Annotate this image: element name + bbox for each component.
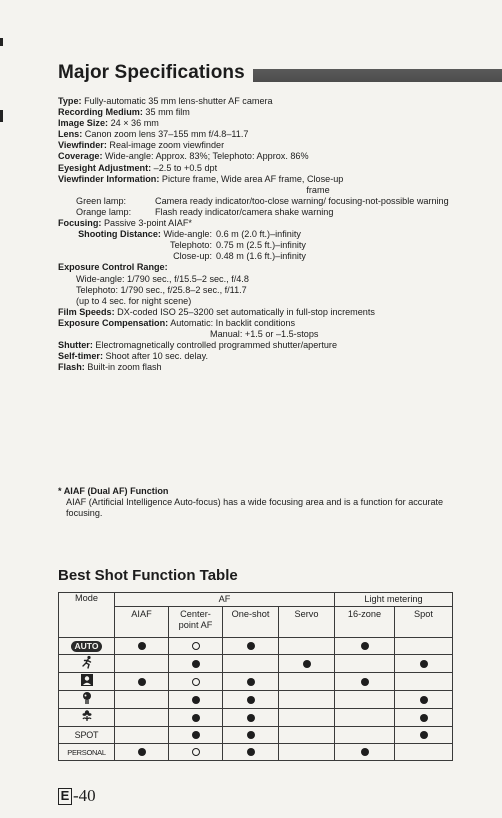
spec-exposure-tele: Telephoto: 1/790 sec., f/25.8–2 sec., f/11.7 [76,284,247,295]
cell [335,673,395,691]
cell [395,709,453,727]
spec-flash: Flash: Built-in zoom flash [58,362,162,373]
filled-dot-icon [420,714,428,722]
cell [223,744,279,761]
filled-dot-icon [247,714,255,722]
cell [335,744,395,761]
filled-dot-icon [138,642,146,650]
col-one-shot: One-shot [223,607,279,638]
header-mode: Mode [59,593,115,638]
macro-icon [80,709,94,723]
heading-bar [253,69,502,82]
cell [279,744,335,761]
table-row [59,691,453,709]
cell [395,638,453,655]
mode-personal [59,744,115,761]
cell [169,638,223,655]
filled-dot-icon [192,696,200,704]
spec-vf-info: Viewfinder Information: Picture frame, Wide area AF frame, Close-up [58,173,344,184]
spec-exp-comp: Exposure Compensation: Automatic: In backlit conditions [58,317,296,328]
cell [115,655,169,673]
filled-dot-icon [361,748,369,756]
open-circle-icon [192,642,200,650]
specs-list [58,96,483,373]
cell [115,709,169,727]
header-af: AF [115,593,335,607]
filled-dot-icon [361,678,369,686]
spec-exposure-wide: Wide-angle: 1/790 sec., f/15.5–2 sec., f/4.8 [76,273,249,284]
filled-dot-icon [361,642,369,650]
mode-auto [59,638,115,655]
spot-label: SPOT [74,729,99,740]
filled-dot-icon [247,678,255,686]
spec-exposure-range: Exposure Control Range: [58,262,168,273]
spec-coverage: Coverage: Wide-angle: Approx. 83%; Telephoto: Approx. 86% [58,151,309,162]
best-shot-table [58,592,453,761]
cell [279,691,335,709]
spec-distance-tele: Telephoto: 0.75 m (2.5 ft.)–infinity [170,240,306,251]
cell [115,744,169,761]
filled-dot-icon [138,678,146,686]
spec-shutter: Shutter: Electromagnetically controlled programmed shutter/aperture [58,340,337,351]
cell [115,638,169,655]
running-person-icon [80,655,94,669]
cell [115,673,169,691]
table-row [59,655,453,673]
col-spot: Spot [395,607,453,638]
cell [335,727,395,744]
filled-dot-icon [420,731,428,739]
filled-dot-icon [420,696,428,704]
aiaf-note [58,486,458,519]
filled-dot-icon [138,748,146,756]
spec-distance-wide: Shooting Distance: Wide-angle: 0.6 m (2.0 ft.)–infinity [78,229,301,240]
table-row [59,744,453,761]
cell [223,673,279,691]
cell [169,673,223,691]
col-servo: Servo [279,607,335,638]
cell [223,709,279,727]
cell [169,744,223,761]
cell [169,727,223,744]
major-specs-heading [58,61,502,85]
cell [279,638,335,655]
table-heading: Best Shot Function Table [58,567,238,584]
table-row [59,709,453,727]
col-16-zone: 16-zone [335,607,395,638]
edge-mark [0,110,3,122]
note-body: AIAF (Artificial Intelligence Auto-focus) has a wide focusing area and is a function for accurate focusing. [66,497,444,519]
edge-mark [0,38,3,46]
filled-dot-icon [192,660,200,668]
cell [115,727,169,744]
spec-lens: Lens: Canon zoom lens 37–155 mm f/4.8–11.7 [58,129,249,140]
spec-orange-lamp: Orange lamp: Flash ready indicator/camera shake warning [76,206,334,217]
mode-night [59,691,115,709]
cell [223,655,279,673]
note-title: * AIAF (Dual AF) Function [58,486,169,496]
cell [395,744,453,761]
table-row [59,727,453,744]
header-light-metering: Light metering [335,593,453,607]
filled-dot-icon [247,696,255,704]
cell [169,655,223,673]
spec-film-speeds: Film Speeds: DX-coded ISO 25–3200 set automatically in full-stop increments [58,306,375,317]
spec-recording: Recording Medium: 35 mm film [58,107,190,118]
flower-icon [80,691,94,705]
cell [395,655,453,673]
mode-spot [59,727,115,744]
portrait-icon [80,673,94,687]
cell [223,727,279,744]
spec-green-lamp: Green lamp: Camera ready indicator/too-close warning/ focusing-not-possible warning [76,195,449,206]
spec-focusing: Focusing: Passive 3-point AIAF* [58,218,192,229]
spec-exposure-night: (up to 4 sec. for night scene) [76,295,192,306]
cell [279,709,335,727]
cell [335,709,395,727]
cell [335,638,395,655]
spec-distance-close: Close-up: 0.48 m (1.6 ft.)–infinity [173,251,306,262]
open-circle-icon [192,678,200,686]
auto-badge: AUTO [71,641,103,652]
spec-image-size: Image Size: 24 × 36 mm [58,118,159,129]
cell [169,691,223,709]
cell [115,691,169,709]
filled-dot-icon [192,731,200,739]
col-aiaf: AIAF [115,607,169,638]
cell [223,691,279,709]
cell [169,709,223,727]
filled-dot-icon [247,748,255,756]
cell [395,727,453,744]
spec-self-timer: Self-timer: Shoot after 10 sec. delay. [58,351,208,362]
page-number [58,786,96,806]
cell [335,691,395,709]
spec-vf-info-cont: frame [306,184,330,195]
cell [279,655,335,673]
page-number-value: -40 [73,786,96,805]
filled-dot-icon [192,714,200,722]
mode-sports [59,655,115,673]
mode-portrait [59,673,115,691]
spec-eyesight: Eyesight Adjustment: –2.5 to +0.5 dpt [58,162,218,173]
open-circle-icon [192,748,200,756]
mode-macro [59,709,115,727]
language-box: E [58,788,72,805]
filled-dot-icon [247,731,255,739]
cell [395,673,453,691]
table-body [59,638,453,761]
spec-viewfinder: Viewfinder: Real-image zoom viewfinder [58,140,225,151]
personal-label: PERSONAL [67,747,106,757]
cell [279,673,335,691]
filled-dot-icon [247,642,255,650]
table-row [59,638,453,655]
filled-dot-icon [303,660,311,668]
cell [335,655,395,673]
spec-type: Type: Fully-automatic 35 mm lens-shutter AF camera [58,96,273,106]
cell [395,691,453,709]
table-row [59,673,453,691]
filled-dot-icon [420,660,428,668]
cell [223,638,279,655]
spec-exp-comp-manual: Manual: +1.5 or –1.5-stops [210,328,319,339]
cell [279,727,335,744]
col-center-point: Center-point AF [169,607,223,638]
section-title: Major Specifications [58,62,245,83]
